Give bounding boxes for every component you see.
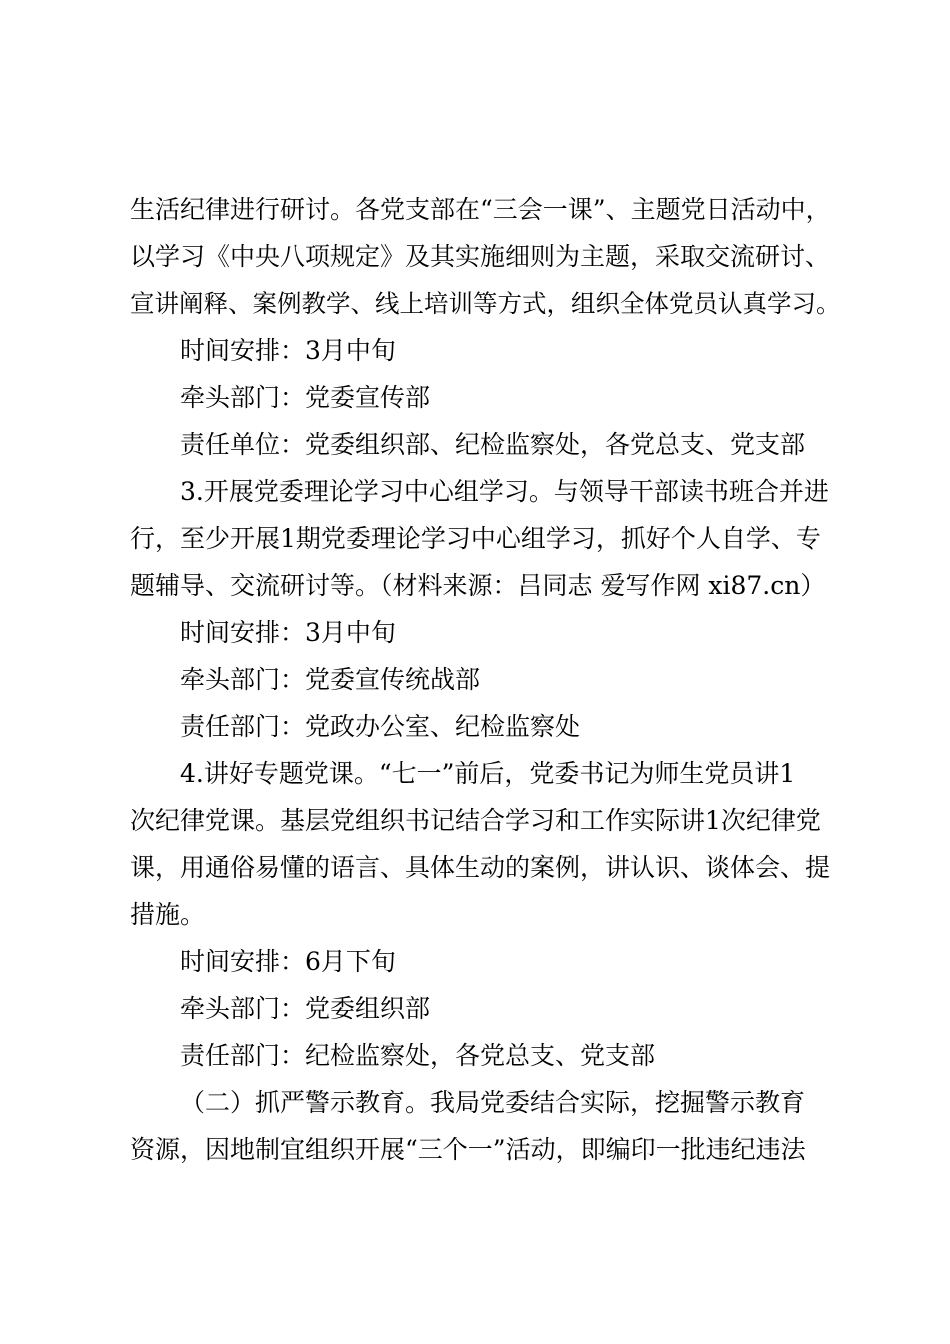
- body-text-line: 以学习《中央八项规定》及其实施细则为主题，采取交流研讨、: [130, 242, 831, 271]
- responsible-unit-line: 责任单位：党委组织部、纪检监察处，各党总支、党支部: [180, 430, 806, 459]
- lead-department-line: 牵头部门：党委组织部: [180, 994, 431, 1023]
- body-text-line: 课，用通俗易懂的语言、具体生动的案例，讲认识、谈体会、提: [130, 853, 831, 882]
- lead-department-line: 牵头部门：党委宣传统战部: [180, 665, 481, 694]
- body-text-line: 资源，因地制宜组织开展“三个一”活动，即编印一批违纪违法: [130, 1135, 806, 1164]
- lead-department-line: 牵头部门：党委宣传部: [180, 383, 431, 412]
- schedule-time-line: 时间安排：3月中旬: [180, 336, 396, 365]
- body-text-line: 生活纪律进行研讨。各党支部在“三会一课”、主题党日活动中，: [130, 195, 831, 224]
- body-text-line: 行，至少开展1期党委理论学习中心组学习，抓好个人自学、专: [130, 524, 821, 553]
- schedule-time-line: 时间安排：3月中旬: [180, 618, 396, 647]
- body-text-line: 题辅导、交流研讨等。（材料来源：吕同志 爱写作网 xi87.cn）: [130, 571, 826, 600]
- body-text-line: 次纪律党课。基层党组织书记结合学习和工作实际讲1次纪律党: [130, 806, 821, 835]
- schedule-time-line: 时间安排：6月下旬: [180, 947, 396, 976]
- section-heading: （二）抓严警示教育。我局党委结合实际，挖掘警示教育: [180, 1088, 806, 1117]
- body-text-line: 措施。: [130, 900, 206, 929]
- responsible-unit-line: 责任部门：党政办公室、纪检监察处: [180, 712, 581, 741]
- section-item-heading: 4.讲好专题党课。“七一”前后，党委书记为师生党员讲1: [180, 759, 796, 788]
- responsible-unit-line: 责任部门：纪检监察处，各党总支、党支部: [180, 1041, 656, 1070]
- section-item-heading: 3.开展党委理论学习中心组学习。与领导干部读书班合并进: [180, 477, 829, 506]
- body-text-line: 宣讲阐释、案例教学、线上培训等方式，组织全体党员认真学习。: [130, 289, 841, 318]
